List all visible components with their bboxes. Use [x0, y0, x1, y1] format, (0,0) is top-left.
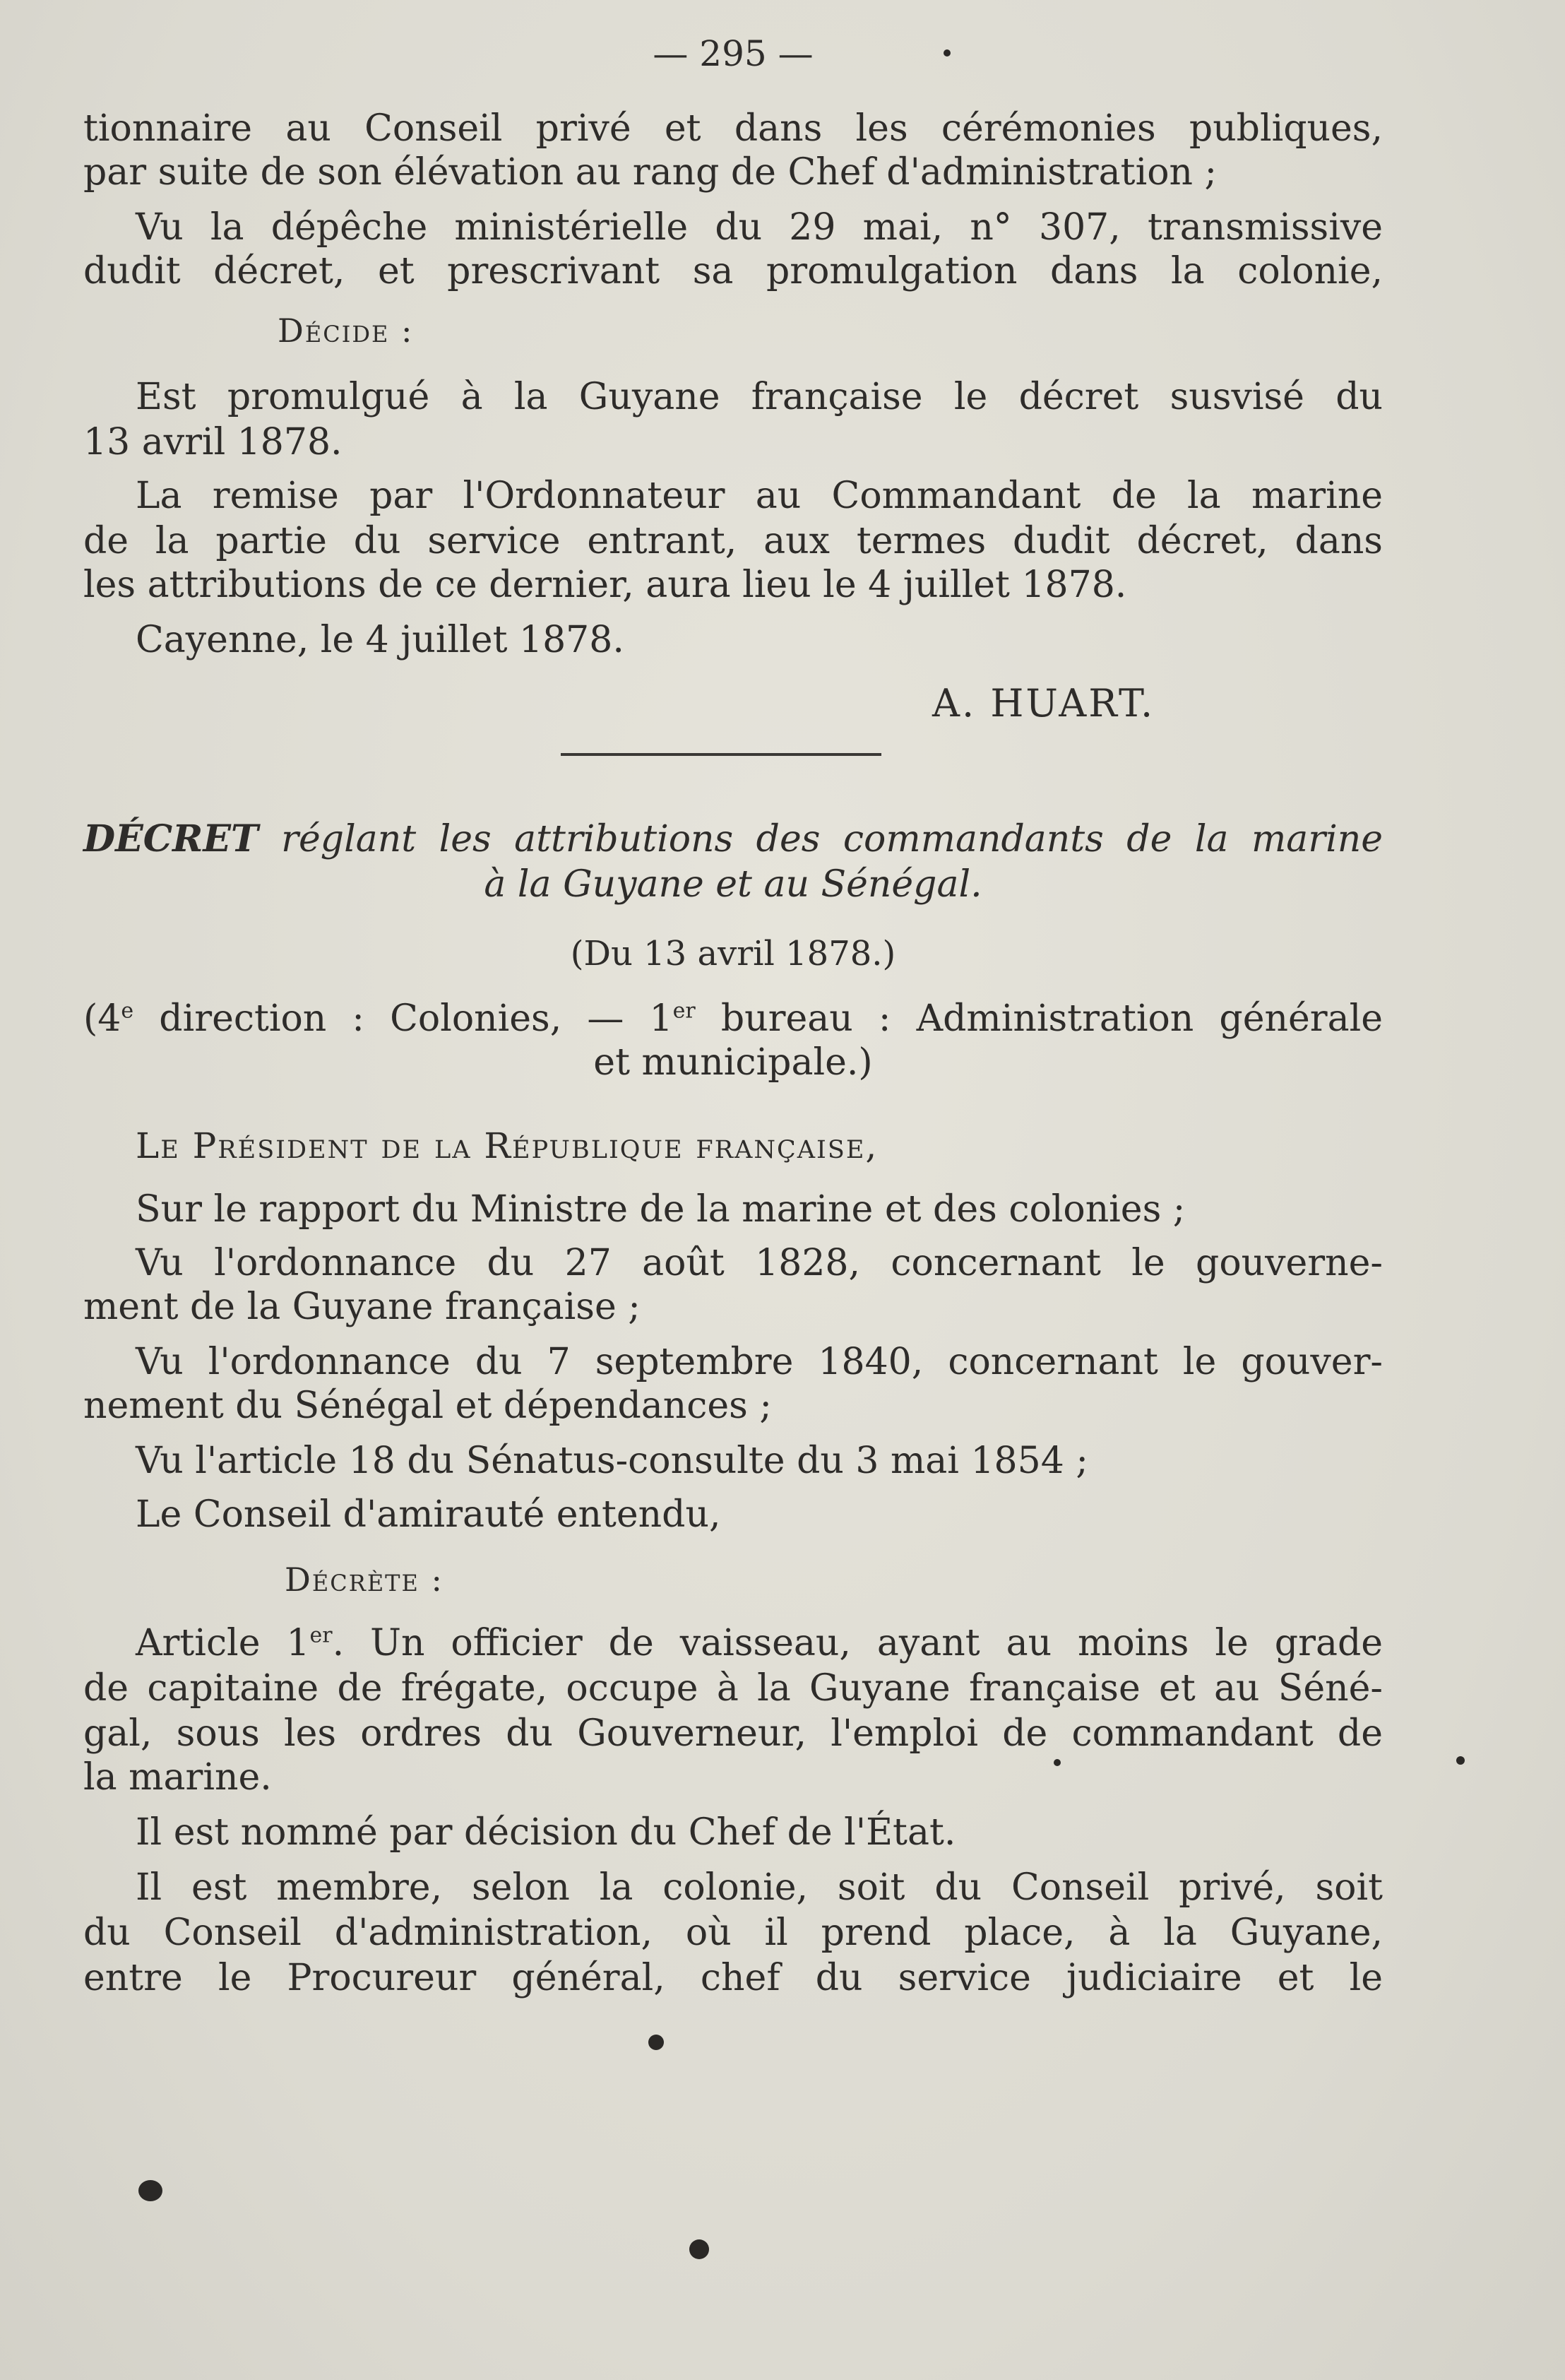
visa-line: nement du Sénégal et dépendances ; [83, 1385, 772, 1427]
page-number: — 295 — [653, 33, 814, 74]
article1-sup: er [309, 1623, 333, 1648]
ink-speck [1456, 1756, 1465, 1765]
direction-text: (4 [83, 997, 121, 1040]
article1-line: de capitaine de frégate, occupe à la Guyane française et au Séné- [83, 1667, 1383, 1710]
article-line: de la partie du service entrant, aux termes dudit décret, dans [83, 520, 1383, 562]
article1-text: Article 1 [136, 1622, 310, 1664]
membre-line: entre le Procureur général, chef du service judiciaire et le [83, 1957, 1383, 1999]
arrete-line: dudit décret, et prescrivant sa promulgation dans la colonie, [83, 250, 1383, 292]
visa-line: Sur le rapport du Ministre de la marine et des colonies ; [136, 1188, 1186, 1231]
arrete-line: par suite de son élévation au rang de Chef d'administration ; [83, 151, 1218, 194]
article-line: 13 avril 1878. [83, 421, 343, 463]
ink-speck [1054, 1759, 1061, 1766]
nomination-line: Il est nommé par décision du Chef de l'État. [136, 1811, 956, 1854]
direction-text: bureau : Administration générale [695, 997, 1383, 1040]
ink-speck [689, 2239, 709, 2259]
decret-direction [83, 996, 1383, 1041]
article1-line [83, 1621, 1383, 1666]
decret-direction-line2: et municipale.) [593, 1041, 873, 1084]
ink-speck [648, 2035, 664, 2050]
decret-title-line2: à la Guyane et au Sénégal. [484, 863, 982, 906]
decret-title [83, 817, 1383, 862]
decide-heading: Décide : [278, 312, 414, 350]
decret-title-rest: réglant les attributions des commandants de la marine [258, 818, 1383, 860]
signature: A. HUART. [932, 681, 1155, 726]
article1-line: la marine. [83, 1756, 272, 1799]
ink-speck [944, 49, 951, 57]
article-line: Est promulgué à la Guyane française le décret susvisé du [136, 376, 1383, 418]
arrete-line: tionnaire au Conseil privé et dans les cérémonies publiques, [83, 107, 1383, 150]
article1-text: . Un officier de vaisseau, ayant au moins le grade [332, 1622, 1383, 1664]
visa-line: Vu l'ordonnance du 27 août 1828, concernant le gouverne- [136, 1242, 1383, 1284]
visa-line: Le Conseil d'amirauté entendu, [136, 1493, 721, 1536]
decret-title-bold: DÉCRET [83, 817, 258, 860]
visa-line: Vu l'article 18 du Sénatus-consulte du 3 mai 1854 ; [136, 1440, 1088, 1482]
membre-line: Il est membre, selon la colonie, soit du Conseil privé, soit [136, 1866, 1383, 1909]
direction-sup: e [121, 998, 134, 1024]
decrete-heading: Décrète : [285, 1561, 444, 1599]
section-divider [561, 753, 881, 756]
decret-date: (Du 13 avril 1878.) [570, 934, 896, 973]
visa-line: Vu l'ordonnance du 7 septembre 1840, concernant le gouver- [136, 1341, 1383, 1383]
date-line: Cayenne, le 4 juillet 1878. [136, 619, 624, 661]
direction-sup: er [672, 998, 696, 1024]
article-line: les attributions de ce dernier, aura lieu le 4 juillet 1878. [83, 564, 1127, 606]
arrete-line: Vu la dépêche ministérielle du 29 mai, n° 307, transmissive [136, 206, 1383, 249]
article1-line: gal, sous les ordres du Gouverneur, l'emploi de commandant de [83, 1712, 1383, 1755]
article-line: La remise par l'Ordonnateur au Commandant de la marine [136, 475, 1383, 517]
president-line: Le Président de la République française, [136, 1125, 879, 1166]
ink-speck [138, 2180, 162, 2201]
direction-text: direction : Colonies, — 1 [133, 997, 673, 1040]
membre-line: du Conseil d'administration, où il prend place, à la Guyane, [83, 1912, 1383, 1954]
visa-line: ment de la Guyane française ; [83, 1286, 641, 1328]
